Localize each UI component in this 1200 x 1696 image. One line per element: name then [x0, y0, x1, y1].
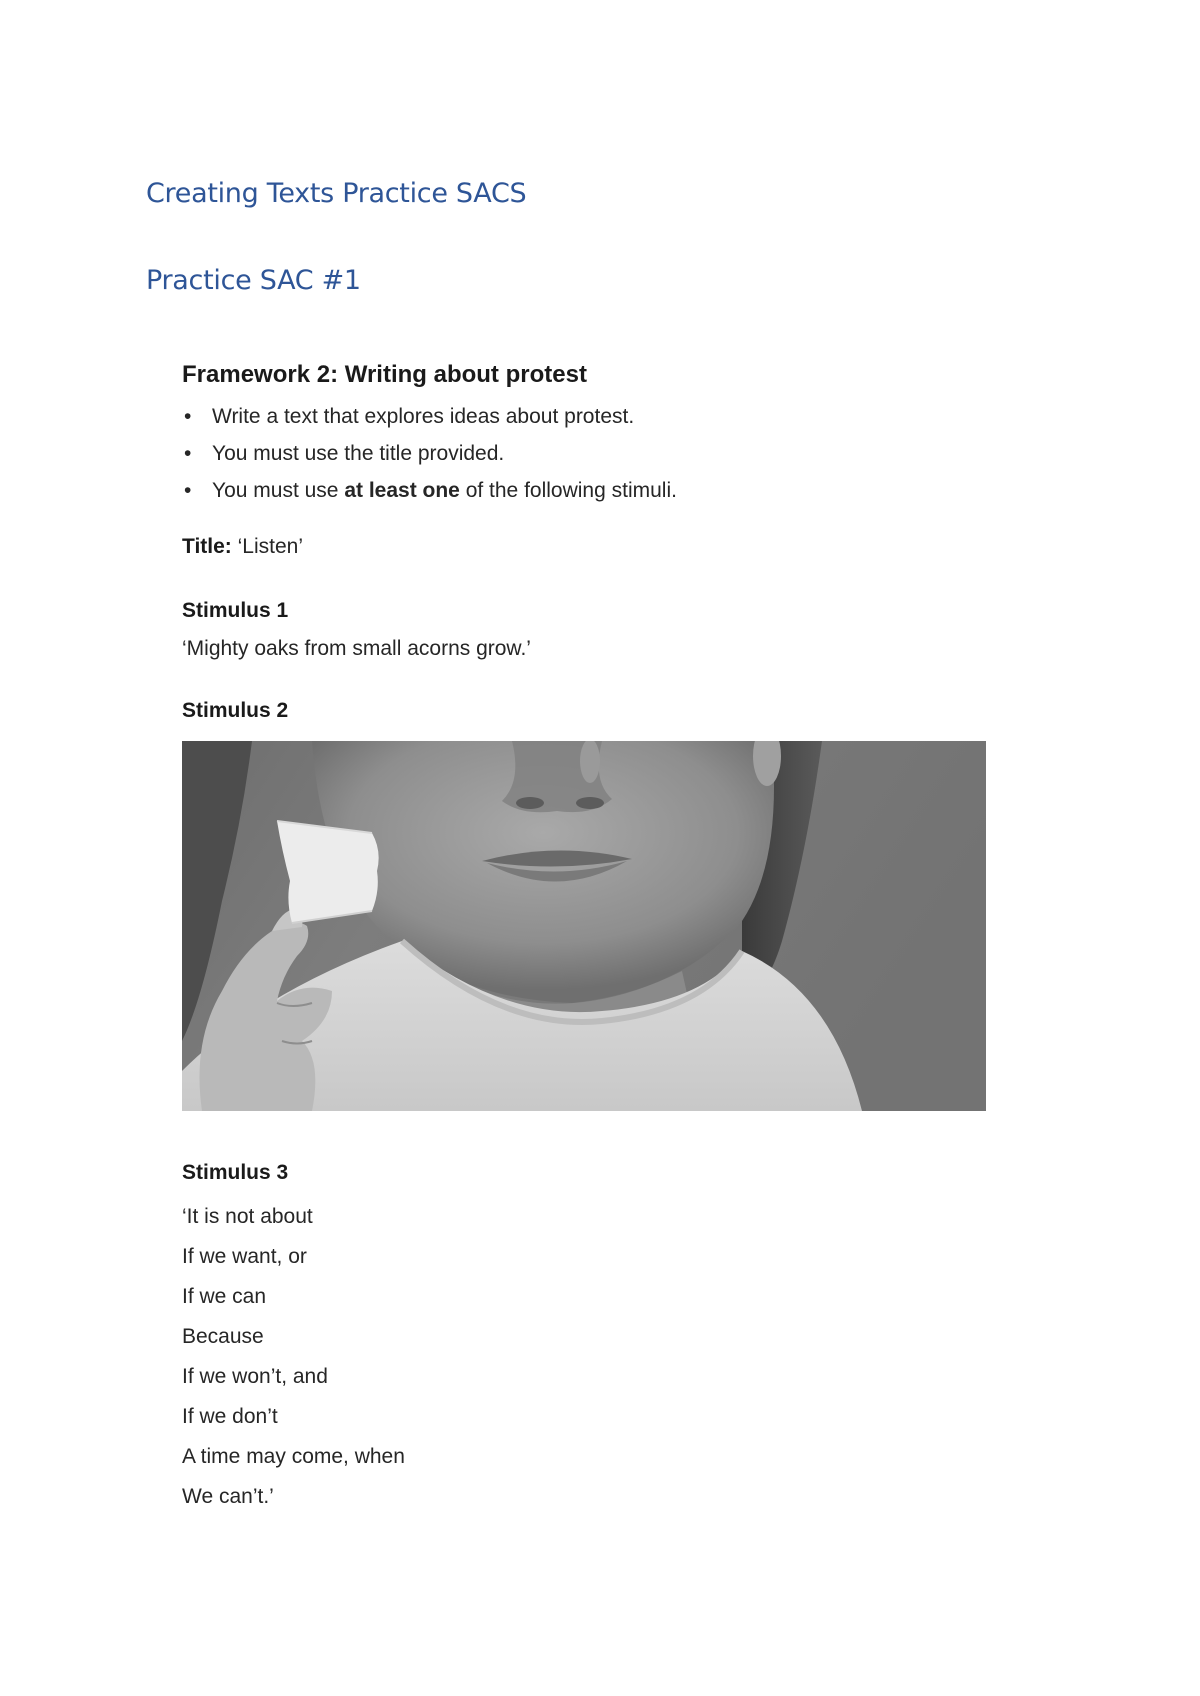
stimulus-3-heading: Stimulus 3	[182, 1161, 289, 1184]
stimulus-1-quote: ‘Mighty oaks from small acorns grow.’	[182, 637, 531, 660]
instruction-text-end: of the following stimuli.	[459, 479, 677, 502]
poem-line: If we don’t	[182, 1405, 278, 1428]
poem-line: We can’t.’	[182, 1485, 274, 1508]
bullet-icon: •	[184, 405, 192, 428]
instruction-item	[182, 398, 1002, 435]
bullet-icon: •	[184, 442, 192, 465]
bullet-icon: •	[184, 479, 192, 502]
document-subtitle: Practice SAC #1	[146, 265, 361, 296]
title-label: Title:	[182, 535, 232, 558]
poem-line: Because	[182, 1325, 264, 1348]
instruction-text-start: You must use	[212, 479, 345, 502]
stimulus-1-heading: Stimulus 1	[182, 599, 289, 622]
poem-line: If we won’t, and	[182, 1365, 328, 1388]
stimulus-2-photo	[182, 741, 986, 1111]
document-title: Creating Texts Practice SACS	[146, 178, 527, 209]
instruction-text: You must use the title provided.	[212, 442, 505, 465]
stimulus-2-heading: Stimulus 2	[182, 699, 289, 722]
title-value: ‘Listen’	[231, 535, 303, 558]
instruction-item	[182, 435, 1002, 472]
poem-line: If we want, or	[182, 1245, 307, 1268]
framework-section	[182, 360, 1002, 1517]
instructions-list	[182, 398, 1002, 509]
poem-line: ‘It is not about	[182, 1205, 313, 1228]
poem-line: A time may come, when	[182, 1445, 405, 1468]
instruction-emphasis: at least one	[344, 479, 460, 502]
instruction-text: Write a text that explores ideas about protest.	[212, 405, 635, 428]
poem-line: If we can	[182, 1285, 267, 1308]
instruction-text	[212, 479, 677, 502]
stimulus-3-poem	[182, 1197, 1002, 1517]
title-line	[182, 533, 1002, 561]
framework-heading: Framework 2: Writing about protest	[182, 361, 587, 388]
instruction-item	[182, 472, 1002, 509]
